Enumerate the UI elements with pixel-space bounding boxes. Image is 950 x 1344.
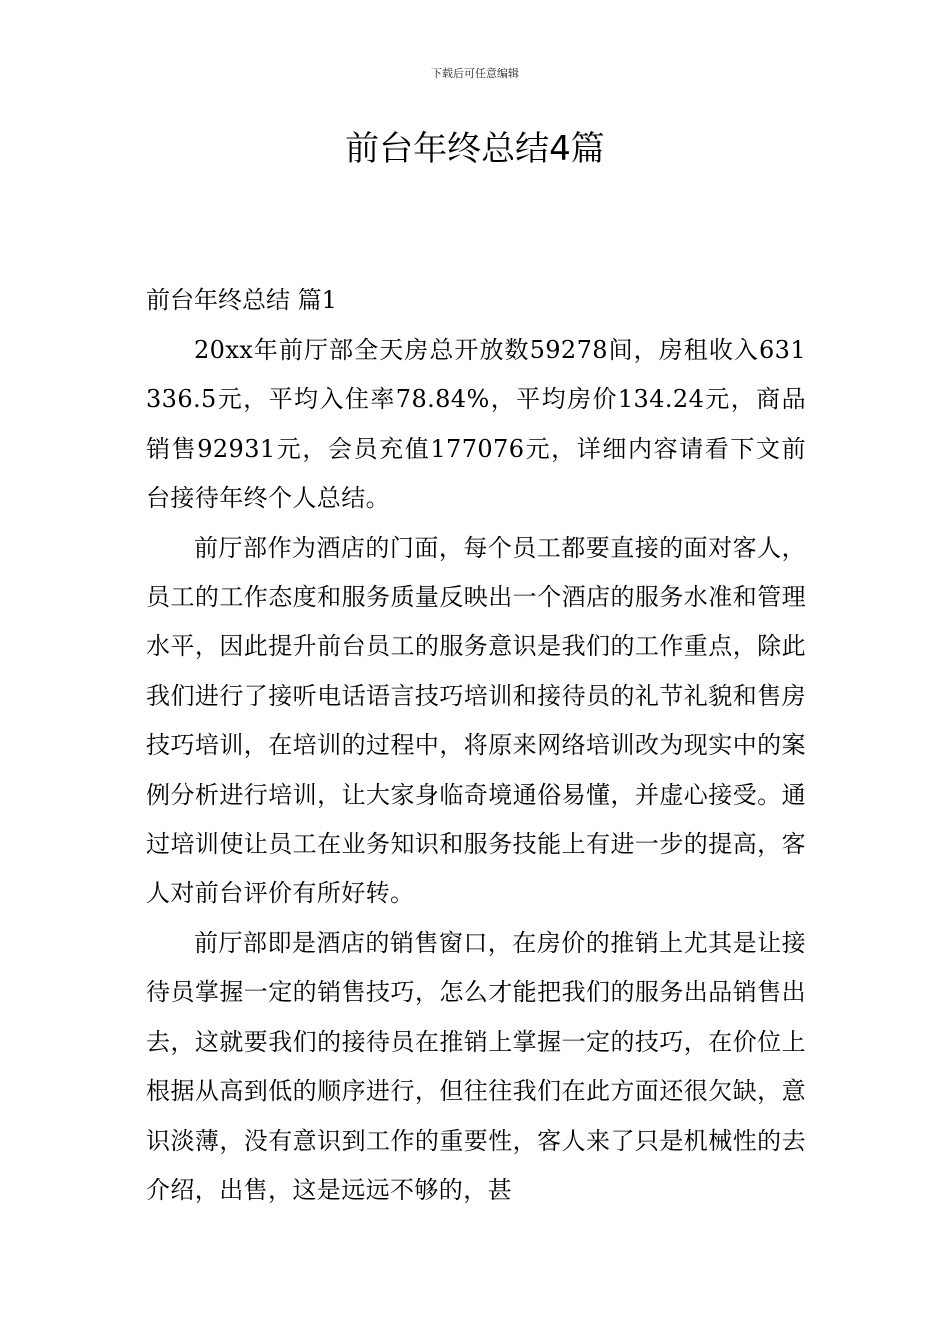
header-note: 下载后可任意编辑 [431,67,519,80]
document-body [146,326,806,1215]
section-heading: 前台年终总结 篇1 [146,286,337,314]
paragraph: 前厅部作为酒店的门面，每个员工都要直接的面对客人，员工的工作态度和服务质量反映出一个酒店的服务水准和管理水平，因此提升前台员工的服务意识是我们的工作重点，除此我们进行了接听电话语言技巧培训和接待员的礼节礼貌和售房技巧培训，在培训的过程中，将原来网络培训改为现实中的案例分析进行培训，让大家身临奇境通俗易懂，并虚心接受。通过培训使让员工在业务知识和服务技能上有进一步的提高，客人对前台评价有所好转。 [146,533,806,908]
document-title: 前台年终总结4篇 [345,129,605,169]
paragraph: 前厅部即是酒店的销售窗口，在房价的推销上尤其是让接待员掌握一定的销售技巧，怎么才能把我们的服务出品销售出去，这就要我们的接待员在推销上掌握一定的技巧，在价位上根据从高到低的顺序进行，但往往我们在此方面还很欠缺，意识淡薄，没有意识到工作的重要性，客人来了只是机械性的去介绍，出售，这是远远不够的，甚 [146,928,806,1204]
paragraph: 20xx年前厅部全天房总开放数59278间，房租收入631336.5元，平均入住率78.84%，平均房价134.24元，商品销售92931元，会员充值177076元，详细内容请看下文前台接待年终个人总结。 [146,336,806,513]
